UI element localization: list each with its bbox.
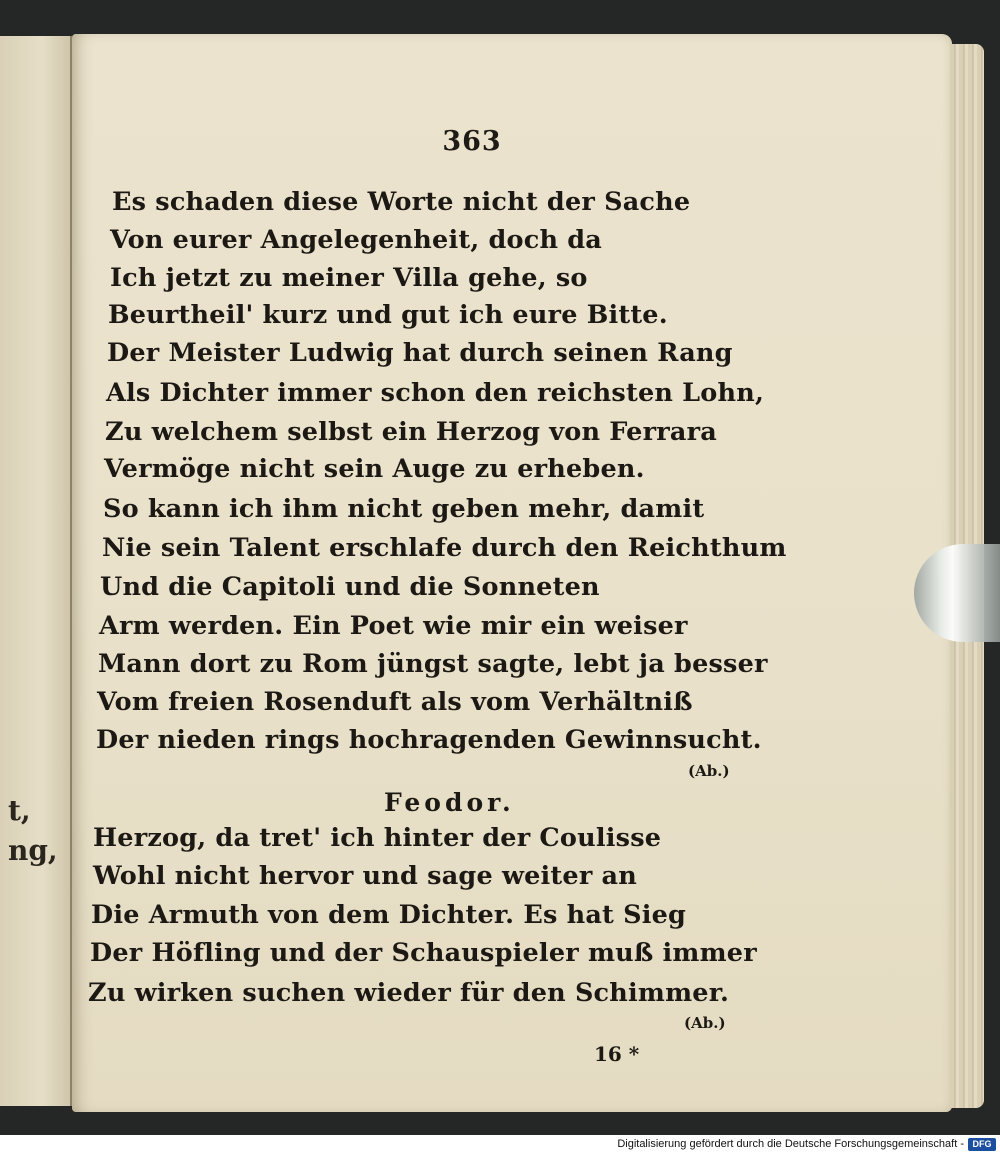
verse-line: Mann dort zu Rom jüngst sagte, lebt ja besser — [98, 649, 768, 679]
dfg-logo: DFG — [968, 1138, 996, 1151]
verse-line: Wohl nicht hervor und sage weiter an — [93, 861, 637, 891]
previous-page-edge — [0, 36, 72, 1106]
verse-line: Von eurer Angelegenheit, doch da — [110, 225, 603, 255]
stage-direction: (Ab.) — [684, 1014, 726, 1032]
verse-line: Zu welchem selbst ein Herzog von Ferrara — [105, 417, 717, 447]
verse-line: Vermöge nicht sein Auge zu erheben. — [104, 454, 645, 484]
printer-signature: 16 * — [594, 1042, 640, 1066]
stage-direction: (Ab.) — [688, 762, 730, 780]
verse-line: Es schaden diese Worte nicht der Sache — [112, 187, 691, 217]
speaker-name: Feodor. — [384, 788, 515, 817]
verse-line: So kann ich ihm nicht geben mehr, damit — [103, 494, 705, 524]
verse-line: Die Armuth von dem Dichter. Es hat Sieg — [91, 900, 687, 930]
verse-line: Der Höfling und der Schauspieler muß immer — [90, 938, 757, 968]
left-page-fragment: ng, — [8, 834, 58, 867]
left-page-fragment: t, — [8, 794, 31, 827]
verse-line: Ich jetzt zu meiner Villa gehe, so — [110, 263, 588, 293]
verse-line: Herzog, da tret' ich hinter der Coulisse — [93, 823, 662, 853]
verse-line: Nie sein Talent erschlafe durch den Reichthum — [102, 533, 787, 563]
verse-line: Vom freien Rosenduft als vom Verhältniß — [97, 687, 693, 717]
page-number: 363 — [442, 126, 502, 157]
verse-line: Beurtheil' kurz und gut ich eure Bitte. — [108, 300, 668, 330]
verse-line: Und die Capitoli und die Sonneten — [100, 572, 600, 602]
verse-line: Der Meister Ludwig hat durch seinen Rang — [107, 338, 733, 368]
funding-credit: Digitalisierung gefördert durch die Deutsche Forschungsgemeinschaft - — [617, 1138, 964, 1150]
verse-line: Arm werden. Ein Poet wie mir ein weiser — [99, 611, 688, 641]
verse-line: Zu wirken suchen wieder für den Schimmer. — [88, 978, 730, 1008]
verse-line: Als Dichter immer schon den reichsten Lohn, — [106, 378, 765, 408]
footer-bar — [0, 1135, 1000, 1155]
verse-line: Der nieden rings hochragenden Gewinnsucht. — [96, 725, 762, 755]
